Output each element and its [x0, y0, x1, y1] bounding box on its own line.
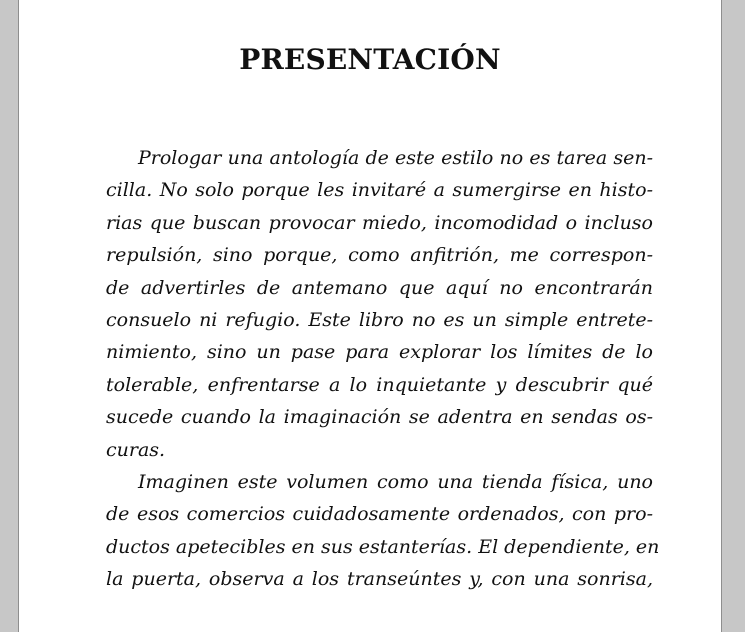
paragraph-2-line: de esos comercios cuidadosamente ordenados, con pro-: [106, 503, 653, 526]
paragraph-1-line: nimiento, sino un pase para explorar los límites de lo: [106, 341, 653, 364]
paragraph-1-line: rias que buscan provocar miedo, incomodidad o incluso: [106, 211, 653, 234]
paragraph-2-line: la puerta, observa a los transeúntes y, con una sonrisa,: [106, 568, 653, 591]
paragraph-2-line: Imaginen este volumen como una tienda física, uno: [138, 470, 653, 493]
paragraph-1-line: cilla. No solo porque les invitaré a sumergirse en histo-: [106, 179, 653, 202]
paragraph-1-line: repulsión, sino porque, como anfitrión, me correspon-: [106, 244, 653, 267]
document-page: [18, 0, 722, 632]
paragraph-1-line: tolerable, enfrentarse a lo inquietante y descubrir qué: [106, 373, 653, 396]
paragraph-1-line: consuelo ni refugio. Este libro no es un simple entrete-: [106, 308, 653, 331]
paragraph-1-line: curas.: [106, 438, 166, 461]
paragraph-1-line: sucede cuando la imaginación se adentra en sendas os-: [106, 406, 653, 429]
page-body: [106, 142, 660, 595]
paragraph-1-line: Prologar una antología de este estilo no es tarea sen-: [138, 147, 653, 169]
paragraph-1-line: de advertirles de antemano que aquí no encontrarán: [106, 276, 653, 299]
page-title: PRESENTACIÓN: [239, 43, 501, 76]
paragraph-2-line: ductos apetecibles en sus estanterías. El dependiente, en: [106, 535, 660, 558]
